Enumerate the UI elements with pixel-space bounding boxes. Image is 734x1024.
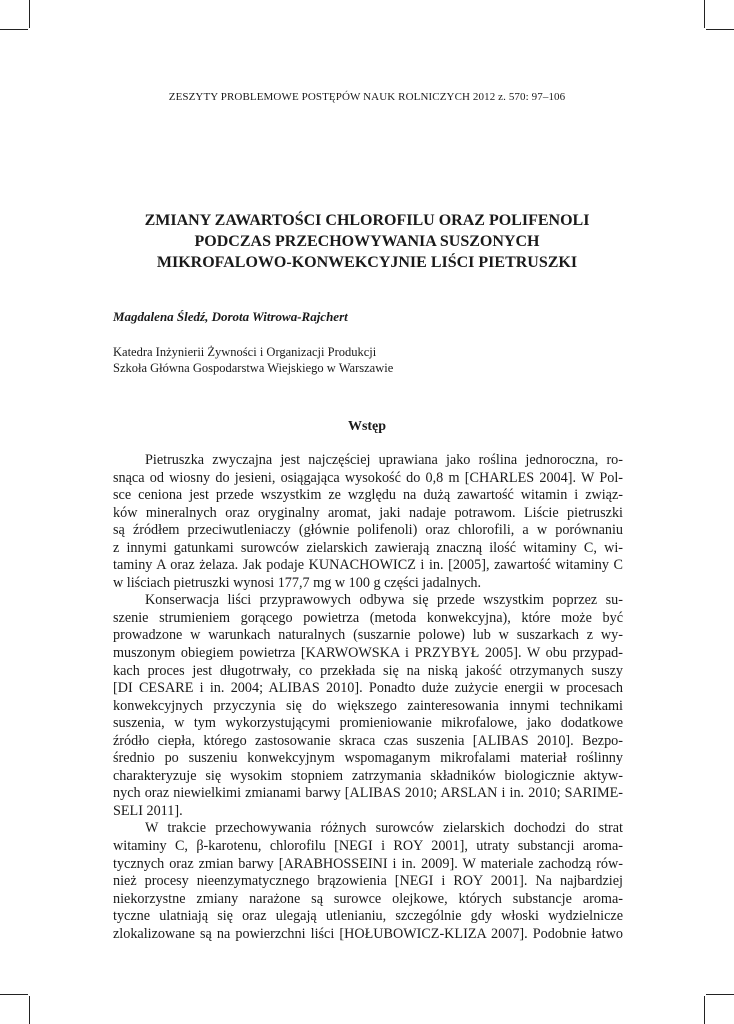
body-line: szenie strumieniem gorącego powietrza (metoda konwekcyjna), które może być xyxy=(113,609,623,626)
affiliation-line: Szkoła Główna Gospodarstwa Wiejskiego w Warszawie xyxy=(113,361,394,375)
body-line: kach proces jest długotrwały, co przekłada się na niską jakość otrzymanych suszy xyxy=(113,662,623,679)
body-text xyxy=(113,452,623,943)
body-line: w liściach pietruszki wynosi 177,7 mg w 100 g części jadalnych. xyxy=(113,574,482,591)
body-line: W trakcie przechowywania różnych surowców zielarskich dochodzi do strat xyxy=(145,820,623,837)
crop-mark-top-left-h xyxy=(0,29,28,30)
crop-mark-top-right xyxy=(704,0,705,28)
body-line: nież procesy nieenzymatycznego brązowienia [NEGI i ROY 2001]. Na najbardziej xyxy=(113,873,623,890)
affiliation-line: Katedra Inżynierii Żywności i Organizacji Produkcji xyxy=(113,345,377,359)
body-line: Konserwacja liści przyprawowych odbywa się przede wszystkim poprzez su- xyxy=(145,592,623,609)
crop-mark-bottom-right-h xyxy=(706,994,734,995)
title-line: PODCZAS PRZECHOWYWANIA SUSZONYCH xyxy=(194,233,540,250)
authors: Magdalena Śledź, Dorota Witrowa-Rajchert xyxy=(113,309,348,324)
body-line: witaminy C, β-karotenu, chlorofilu [NEGI i ROY 2001], utraty substancji aroma- xyxy=(113,838,623,855)
crop-mark-top-left xyxy=(29,0,30,28)
affiliation xyxy=(113,344,393,376)
title-line: ZMIANY ZAWARTOŚCI CHLOROFILU ORAZ POLIFENOLI xyxy=(144,212,590,229)
title-line: MIKROFALOWO-KONWEKCYJNIE LIŚCI PIETRUSZKI xyxy=(156,254,578,271)
crop-mark-bottom-left xyxy=(29,996,30,1024)
body-line: nych oraz niewielkimi zmianami barwy [ALIBAS 2010; ARSLAN i in. 2010; SARIME- xyxy=(113,785,623,802)
body-line: źródło ciepła, którego zastosowanie skraca czas suszenia [ALIBAS 2010]. Bezpo- xyxy=(113,732,623,749)
body-line: [DI CESARE i in. 2004; ALIBAS 2010]. Ponadto duże zużycie energii w procesach xyxy=(113,680,623,697)
body-line: z innymi gatunkami surowców zielarskich zawierają znaczną ilość witaminy C, wi- xyxy=(113,539,623,556)
body-line: tyczne ulatniają się oraz ulegają utlenianiu, szczególnie gdy włoski wydzielnicze xyxy=(113,908,623,925)
body-line: są źródłem przeciwutleniaczy (głównie polifenoli) oraz chlorofili, a w porównaniu xyxy=(113,522,623,539)
body-line: zlokalizowane są na powierzchni liści [HOŁUBOWICZ-KLIZA 2007]. Podobnie łatwo xyxy=(113,925,623,942)
body-line: taminy A oraz żelaza. Jak podaje KUNACHOWICZ i in. [2005], zawartość witaminy C xyxy=(113,557,623,574)
body-line: ków mineralnych oraz oryginalny aromat, jaki nadaje potrawom. Liście pietruszki xyxy=(113,504,623,521)
crop-mark-bottom-left-h xyxy=(0,994,28,995)
body-line: niekorzystne zmiany narażone są surowce olejkowe, których substancje aroma- xyxy=(113,890,623,907)
body-line: charakteryzuje się wysokim stopniem zatrzymania składników biologicznie aktyw- xyxy=(113,767,623,784)
body-line: średnio po suszeniu konwekcyjnym wspomaganym mikrofalami materiał roślinny xyxy=(113,750,623,767)
body-line: konwekcyjnych przyczynia się do większego zainteresowania innymi technikami xyxy=(113,697,623,714)
body-line: tycznych oraz zmian barwy [ARABHOSSEINI i in. 2009]. W materiale zachodzą rów- xyxy=(113,855,623,872)
body-line: muszonym obiegiem powietrza [KARWOWSKA i PRZYBYŁ 2005]. W obu przypad- xyxy=(113,645,623,662)
article-title xyxy=(0,210,734,273)
body-line: sce ceniona jest przede wszystkim ze względu na dużą zawartość witamin i związ- xyxy=(113,487,623,504)
body-line: prowadzone w warunkach naturalnych (suszarnie polowe) lub w suszarkach z wy- xyxy=(113,627,623,644)
section-heading: Wstęp xyxy=(347,419,387,434)
body-line: snąca od wiosny do jesieni, osiągająca wysokość do 0,8 m [CHARLES 2004]. W Pol- xyxy=(113,469,623,486)
crop-mark-top-right-h xyxy=(706,29,734,30)
body-line: suszenia, w tym wykorzystującymi promieniowanie mikrofalowe, jako dodatkowe xyxy=(113,715,623,732)
body-line: Pietruszka zwyczajna jest najczęściej uprawiana jako roślina jednoroczna, ro- xyxy=(145,452,623,468)
crop-mark-bottom-right xyxy=(704,996,705,1024)
running-head: ZESZYTY PROBLEMOWE POSTĘPÓW NAUK ROLNICZYCH 2012 z. 570: 97–106 xyxy=(168,91,566,103)
body-line: SELI 2011]. xyxy=(113,802,183,819)
